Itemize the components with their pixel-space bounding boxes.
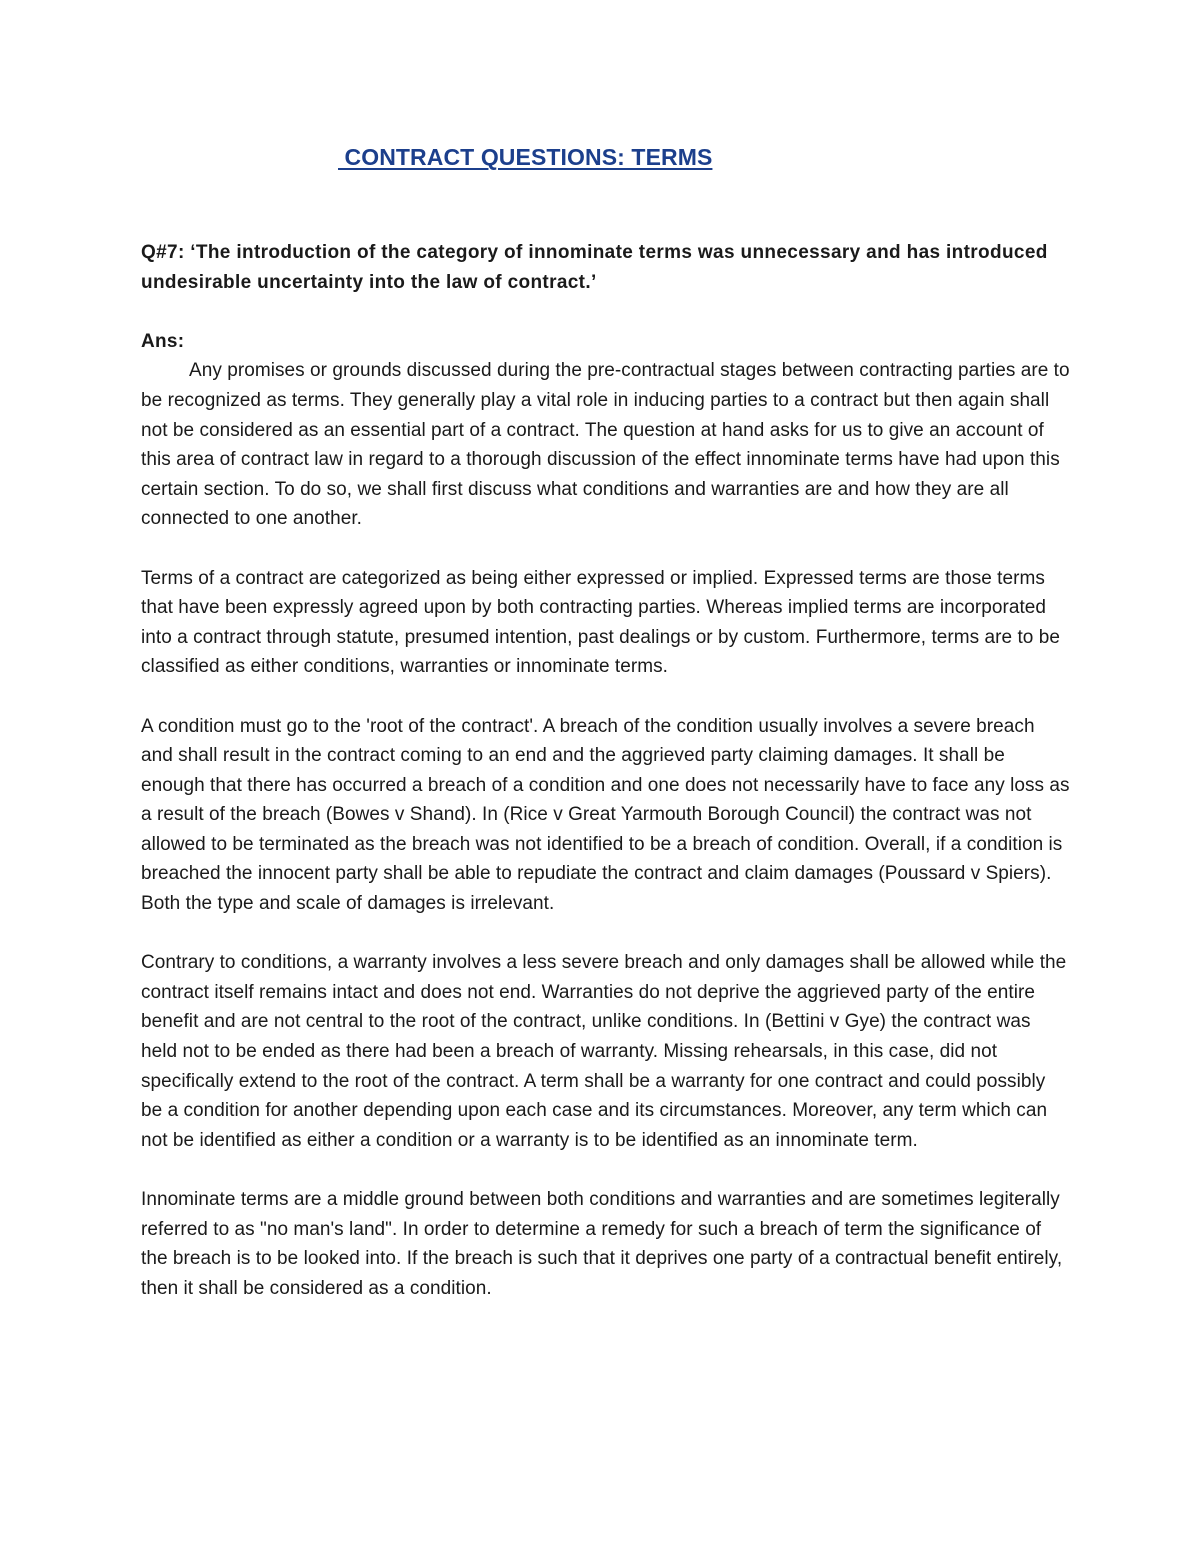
- answer-paragraph-innominate: Innominate terms are a middle ground between both conditions and warranties and are sometimes legiterally referred to as "no man's land". In order to determine a remedy for such a breach of term the significance of the breach is to be looked into. If the breach is such that it deprives one party of a contractual benefit entirely, then it shall be considered as a condition.: [141, 1189, 1063, 1299]
- answer-paragraph-terms: Terms of a contract are categorized as being either expressed or implied. Expressed terms are those terms that have been expressly agreed upon by both contracting parties. Whereas implied terms are incorporated into a contract through statute, presumed intention, past dealings or by custom. Furthermore, terms are to be classified as either conditions, warranties or innominate terms.: [141, 567, 1060, 678]
- answer-paragraph-intro: Any promises or grounds discussed during the pre-contractual stages between contracting parties are to be recognized as terms. They generally play a vital role in inducing parties to a contract but then again shall not be considered as an essential part of a contract. The question at hand asks for us to give an account of this area of contract law in regard to a thorough discussion of the effect innominate terms have had upon this certain section. To do so, we shall first discuss what conditions and warranties are and how they are all connected to one another.: [141, 360, 1070, 530]
- question-text: Q#7: ‘The introduction of the category of innominate terms was unnecessary and has introduced undesirable uncertainty into the law of contract.’: [141, 242, 1048, 293]
- answer-label: Ans:: [141, 330, 185, 352]
- answer-paragraph-conditions: A condition must go to the 'root of the contract'. A breach of the condition usually involves a severe breach and shall result in the contract coming to an end and the aggrieved party claiming damages. It shall be enough that there has occurred a breach of a condition and one does not necessarily have to face any loss as a result of the breach (Bowes v Shand). In (Rice v Great Yarmouth Borough Council) the contract was not allowed to be terminated as the breach was not identified to be a breach of condition. Overall, if a condition is breached the innocent party shall be able to repudiate the contract and claim damages (Poussard v Spiers). Both the type and scale of damages is irrelevant.: [141, 715, 1070, 915]
- document-body: [141, 238, 1071, 1333]
- answer-paragraph-warranties: Contrary to conditions, a warranty involves a less severe breach and only damages shall be allowed while the contract itself remains intact and does not end. Warranties do not deprive the aggrieved party of the entire benefit and are not central to the root of the contract, unlike conditions. In (Bettini v Gye) the contract was held not to be ended as there had been a breach of warranty. Missing rehearsals, in this case, did not specifically extend to the root of the contract. A term shall be a warranty for one contract and could possibly be a condition for another depending upon each case and its circumstances. Moreover, any term which can not be identified as either a condition or a warranty is to be identified as an innominate term.: [141, 952, 1067, 1151]
- document-title: CONTRACT QUESTIONS: TERMS: [338, 144, 713, 170]
